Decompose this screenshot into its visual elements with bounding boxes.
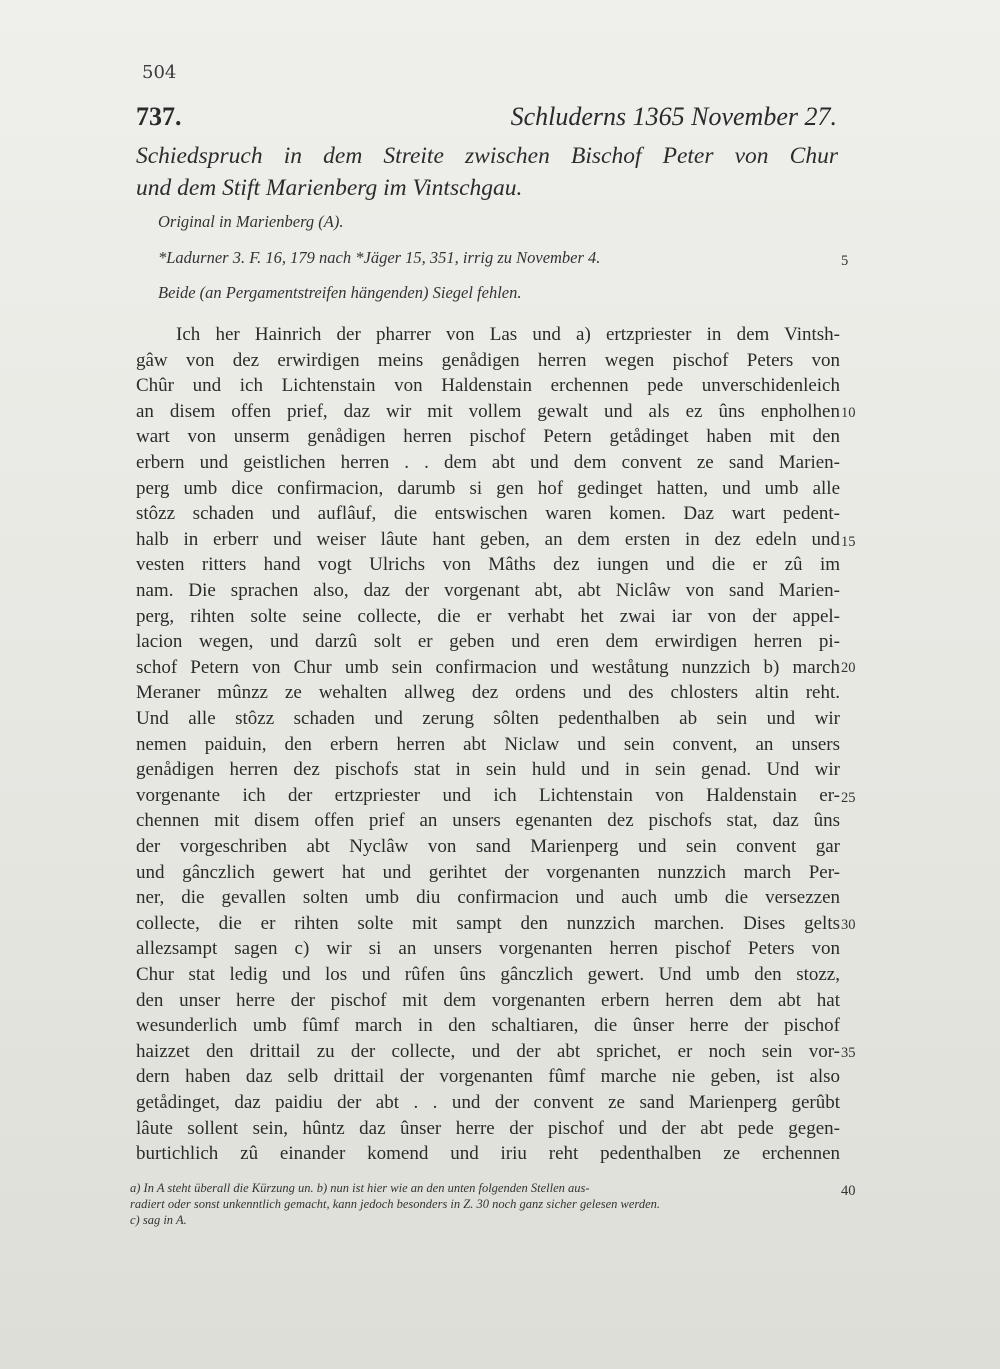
footnotes [130, 1180, 840, 1228]
text-line: collecte, die er rihten solte mit sampt den nunzzich marchen. Dises gelts [136, 912, 840, 934]
text-line: genådigen herren dez pischofs stat in sein huld und in sein genad. Und wir [136, 759, 840, 781]
margin-line-number: 40 [841, 1183, 856, 1199]
footnote-line: a) In A steht überall die Kürzung un. b) nun ist hier wie an den unten folgenden Stellen aus- [130, 1181, 590, 1195]
page-number: 504 [142, 62, 177, 83]
margin-line-number: 15 [841, 534, 856, 550]
text-line: burtichlich zû einander komend und iriu reht pedenthalben ze erchennen [136, 1143, 840, 1165]
text-line: dern haben daz selb drittail der vorgenanten fûmf marche nie geben, ist also [136, 1066, 840, 1088]
editions-note: *Ladurner 3. F. 16, 179 nach *Jäger 15, 351, irrig zu November 4. [158, 248, 601, 267]
footnote-line: radiert oder sonst unkenntlich gemacht, kann jedoch besonders in Z. 30 noch ganz sicher gelesen werden. [130, 1197, 661, 1211]
text-line: wart von unserm genådigen herren pischof Petern getådinget haben mit den [136, 426, 840, 448]
text-line: nam. Die sprachen also, daz der vorgenant abt, abt Niclâw von sand Marien- [136, 580, 840, 601]
text-line: nemen paiduin, den erbern herren abt Niclaw und sein convent, an unsers [136, 733, 840, 755]
text-line: haizzet den drittail zu der collecte, und der abt sprichet, er noch sein vor- [136, 1040, 840, 1062]
text-line: der vorgeschriben abt Nyclâw von sand Marienperg und sein convent gar [136, 836, 840, 857]
text-line: gâw von dez erwirdigen meins genådigen herren wegen pischof Peters von [136, 349, 840, 371]
margin-line-number: 5 [841, 253, 849, 269]
source-note: Original in Marienberg (A). [158, 212, 344, 231]
footnote-line: c) sag in A. [130, 1213, 187, 1227]
text-line: erbern und geistlichen herren . . dem abt und dem convent ze sand Marien- [136, 452, 840, 473]
margin-line-number: 20 [841, 660, 856, 676]
text-line: den unser herre der pischof mit dem vorgenanten erbern herren dem abt hat [136, 989, 840, 1011]
text-line: Chûr und ich Lichtenstain von Haldenstain erchennen pede unverschidenleich [136, 375, 840, 397]
text-line: Chur stat ledig und los und rûfen ûns gânczlich gewert. Und umb den stozz, [136, 964, 840, 985]
title-line: und dem Stift Marienberg im Vintschgau. [136, 175, 523, 201]
margin-line-number: 25 [841, 790, 856, 806]
text-line: Ich her Hainrich der pharrer von Las und a) ertzpriester in dem Vintsh- [176, 324, 840, 345]
text-line: lacion wegen, und darzû solt er geben und eren dem erwirdigen herren pi- [136, 631, 840, 653]
text-line: stôzz schaden und auflâuf, die entswischen waren komen. Daz wart pedent- [136, 503, 840, 525]
document-number: 737. [136, 102, 182, 131]
text-line: Meraner mûnzz ze wehalten allweg dez ordens und des chlosters altin reht. [136, 682, 840, 704]
place-date-heading: Schluderns 1365 November 27. [510, 102, 837, 131]
text-line: chennen mit disem offen prief an unsers egenanten dez pischofs stat, daz ûns [136, 810, 840, 832]
document-title [136, 140, 838, 204]
text-line: perg umb dice confirmacion, darumb si gen hof gedinget hatten, und umb alle [136, 477, 840, 499]
text-line: wesunderlich umb fûmf march in den schaltiaren, die ûnser herre der pischof [136, 1015, 840, 1037]
text-line: ner, die gevallen solten umb diu confirmacion und auch umb die versezzen [136, 887, 840, 909]
margin-line-number: 30 [841, 917, 856, 933]
text-line: getådinget, daz paidiu der abt . . und der convent ze sand Marienperg gerûbt [136, 1092, 840, 1113]
margin-line-number: 35 [841, 1045, 856, 1061]
text-line: schof Petern von Chur umb sein confirmacion und weståtung nunzzich b) march [136, 656, 840, 678]
text-line: an disem offen prief, daz wir mit vollem gewalt und als ez ûns enpholhen [136, 400, 840, 422]
text-line: und gânczlich gewert hat und gerihtet der vorgenanten nunzzich march Per- [136, 861, 840, 883]
margin-line-number: 10 [841, 405, 856, 421]
text-line: vorgenante ich der ertzpriester und ich Lichtenstain von Haldenstain er- [136, 784, 840, 806]
text-line: lâute sollent sein, hûntz daz ûnser herre der pischof und der abt pede gegen- [136, 1117, 840, 1139]
title-line: Schiedspruch in dem Streite zwischen Bischof Peter von Chur [136, 143, 838, 169]
text-line: perg, rihten solte seine collecte, die er verhabt het zwai iar von der appel- [136, 605, 840, 627]
text-line: vesten ritters hand vogt Ulrichs von Mâths dez iungen und die er zû im [136, 554, 840, 576]
seals-note: Beide (an Pergamentstreifen hängenden) Siegel fehlen. [158, 283, 522, 302]
text-line: halb in erberr und weiser lâute hant geben, an dem ersten in dez edeln und [136, 528, 840, 550]
text-line: allezsampt sagen c) wir si an unsers vorgenanten herren pischof Peters von [136, 938, 840, 960]
text-line: Und alle stôzz schaden und zerung sôlten pedenthalben ab sein und wir [136, 708, 840, 729]
